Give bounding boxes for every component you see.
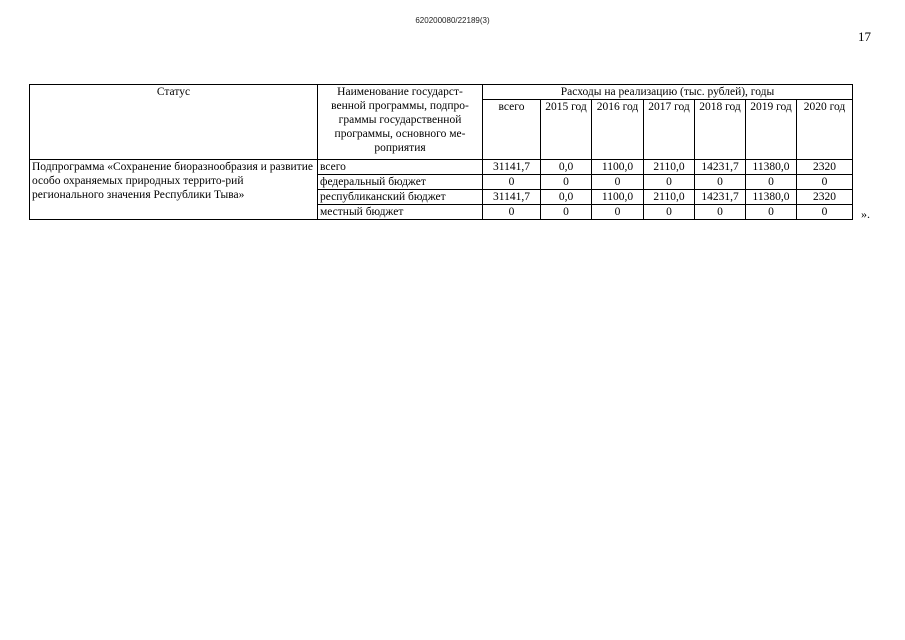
header-year-2018: 2018 год bbox=[695, 100, 746, 160]
header-year-2015: 2015 год bbox=[541, 100, 592, 160]
row-label: местный бюджет bbox=[318, 205, 483, 220]
value-cell: 0 bbox=[541, 175, 592, 190]
document-id: 620200080/22189(3) bbox=[415, 16, 490, 25]
value-cell: 31141,7 bbox=[483, 190, 541, 205]
value-cell: 2110,0 bbox=[644, 190, 695, 205]
value-cell: 14231,7 bbox=[695, 190, 746, 205]
table-row bbox=[30, 160, 853, 175]
header-status: Статус bbox=[30, 85, 318, 160]
header-year-2020: 2020 год bbox=[797, 100, 853, 160]
value-cell: 2320 bbox=[797, 160, 853, 175]
header-year-total: всего bbox=[483, 100, 541, 160]
header-year-2017: 2017 год bbox=[644, 100, 695, 160]
status-cell: Подпрограмма «Сохранение биоразнообразия и развитие особо охраняемых природных террито-рий регионального значения Республики Тыва» bbox=[30, 160, 318, 220]
value-cell: 0 bbox=[746, 205, 797, 220]
value-cell: 0 bbox=[644, 175, 695, 190]
header-expenses-group: Расходы на реализацию (тыс. рублей), годы bbox=[483, 85, 853, 100]
value-cell: 0 bbox=[746, 175, 797, 190]
budget-table bbox=[29, 84, 853, 220]
row-label: республиканский бюджет bbox=[318, 190, 483, 205]
value-cell: 0 bbox=[483, 205, 541, 220]
value-cell: 0 bbox=[592, 205, 644, 220]
value-cell: 0 bbox=[483, 175, 541, 190]
value-cell: 0 bbox=[695, 175, 746, 190]
header-row-1 bbox=[30, 85, 853, 100]
value-cell: 0 bbox=[695, 205, 746, 220]
value-cell: 14231,7 bbox=[695, 160, 746, 175]
value-cell: 1100,0 bbox=[592, 160, 644, 175]
value-cell: 2320 bbox=[797, 190, 853, 205]
value-cell: 11380,0 bbox=[746, 160, 797, 175]
value-cell: 0 bbox=[797, 175, 853, 190]
header-program-name: Наименование государст-венной программы, подпро-граммы государственной программы, основного ме-роприятия bbox=[318, 85, 483, 160]
row-label: федеральный бюджет bbox=[318, 175, 483, 190]
header-year-2019: 2019 год bbox=[746, 100, 797, 160]
value-cell: 11380,0 bbox=[746, 190, 797, 205]
row-label: всего bbox=[318, 160, 483, 175]
value-cell: 0 bbox=[541, 205, 592, 220]
page-number: 17 bbox=[858, 29, 871, 44]
value-cell: 0,0 bbox=[541, 160, 592, 175]
value-cell: 0 bbox=[797, 205, 853, 220]
value-cell: 31141,7 bbox=[483, 160, 541, 175]
closing-quote-mark: ». bbox=[861, 207, 870, 221]
value-cell: 0,0 bbox=[541, 190, 592, 205]
value-cell: 0 bbox=[644, 205, 695, 220]
value-cell: 1100,0 bbox=[592, 190, 644, 205]
header-year-2016: 2016 год bbox=[592, 100, 644, 160]
value-cell: 0 bbox=[592, 175, 644, 190]
value-cell: 2110,0 bbox=[644, 160, 695, 175]
